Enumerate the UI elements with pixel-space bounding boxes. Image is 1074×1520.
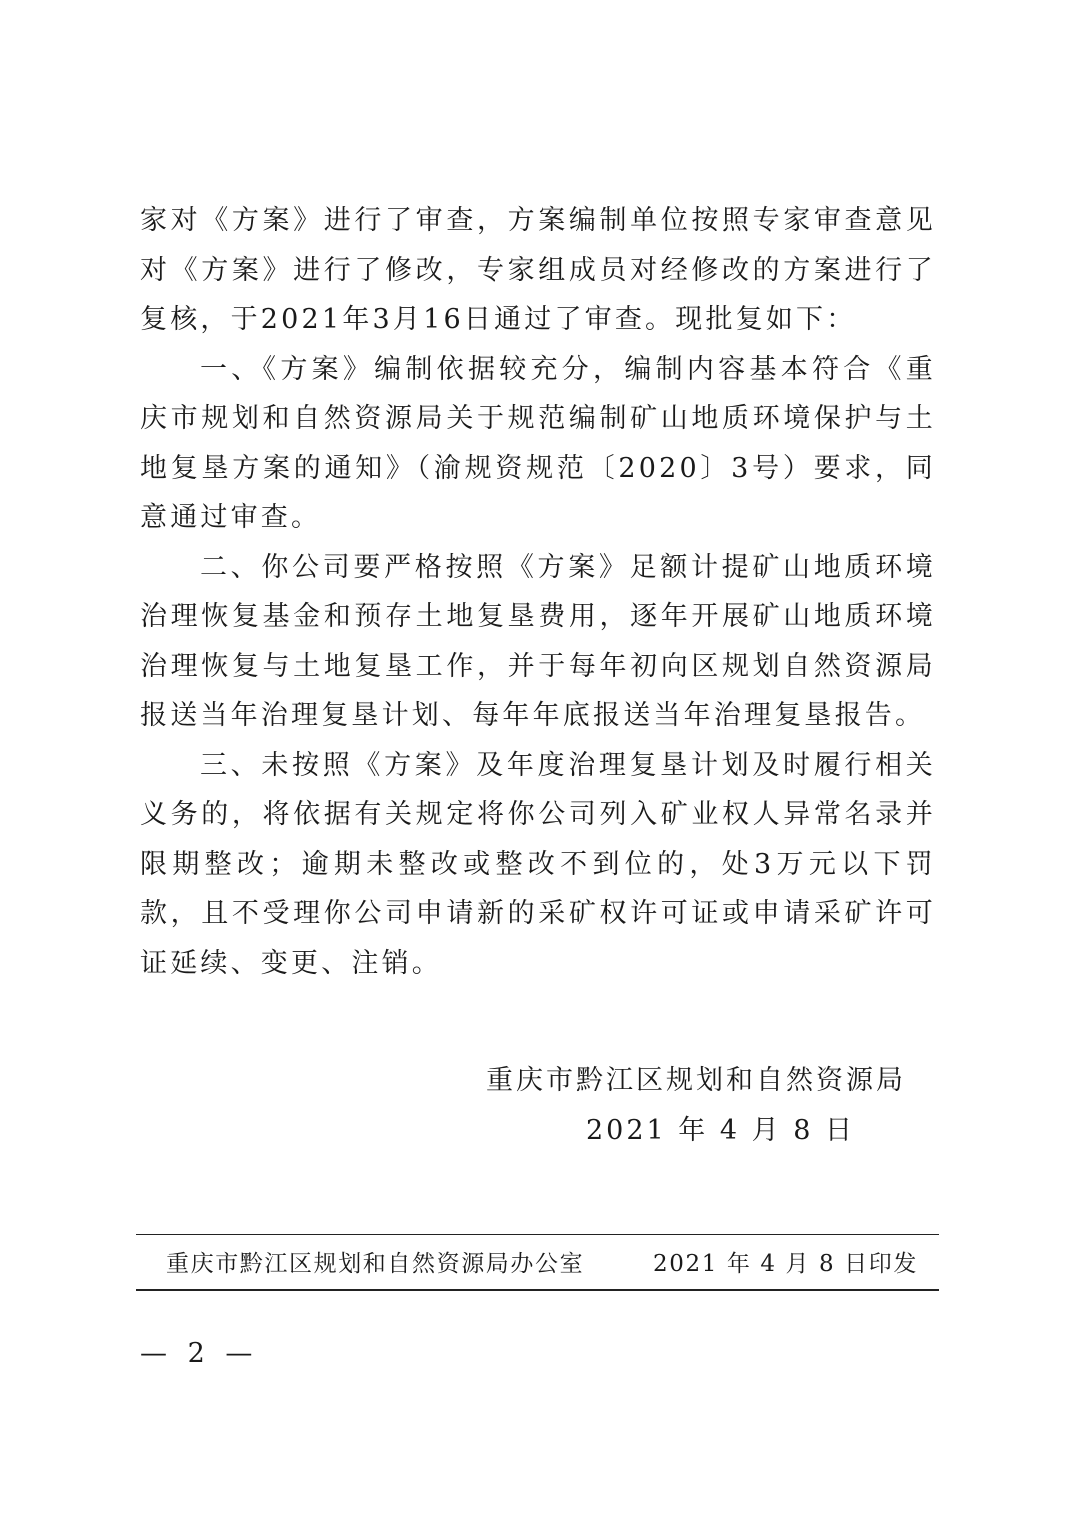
issuance-footer [166,1246,918,1282]
footer-top-rule [136,1234,939,1235]
signature-block [486,1056,906,1155]
issue-date: 2021 年 4 月 8 日印发 [653,1251,918,1277]
document-body [140,196,936,988]
signing-organization: 重庆市黔江区规划和自然资源局 [486,1065,906,1096]
footer-bottom-rule [136,1289,939,1291]
item-3-paragraph: 三、未按照《方案》及年度治理复垦计划及时履行相关义务的，将依据有关规定将你公司列入矿业权人异常名录并限期整改；逾期未整改或整改不到位的，处3万元以下罚款，且不受理你公司申请新的采矿权许可证或申请采矿许可证延续、变更、注销。 [140,749,936,979]
issuing-office: 重庆市黔江区规划和自然资源局办公室 [166,1251,585,1277]
item-2-paragraph: 二、你公司要严格按照《方案》足额计提矿山地质环境治理恢复基金和预存土地复垦费用，逐年开展矿山地质环境治理恢复与土地复垦工作，并于每年初向区规划自然资源局报送当年治理复垦计划、每年年底报送当年治理复垦报告。 [140,551,936,731]
signing-date: 2021 年 4 月 8 日 [586,1114,855,1146]
page-number: — 2 — [140,1338,259,1369]
intro-paragraph: 家对《方案》进行了审查，方案编制单位按照专家审查意见对《方案》进行了修改，专家组成员对经修改的方案进行了复核，于2021年3月16日通过了审查。现批复如下： [140,205,936,335]
item-1-paragraph: 一、《方案》编制依据较充分，编制内容基本符合《重庆市规划和自然资源局关于规范编制矿山地质环境保护与土地复垦方案的通知》（渝规资规范〔2020〕3号）要求，同意通过审查。 [140,353,936,533]
